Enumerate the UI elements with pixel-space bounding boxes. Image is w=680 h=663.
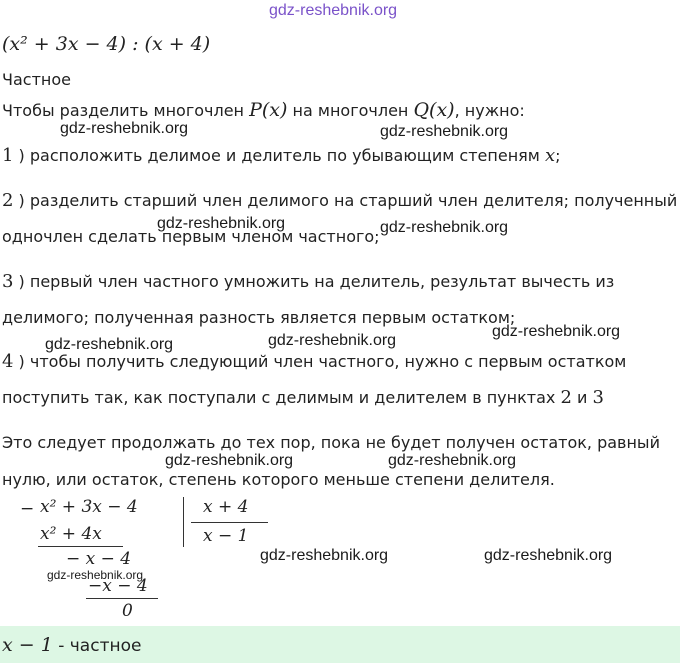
step-2-continued: одночлен сделать первым членом частного; (2, 227, 380, 246)
step-variable: x (544, 145, 556, 166)
watermark: gdz-reshebnik.org (388, 452, 517, 469)
step-text: поступить так, как поступали с делимым и делителем в пунктах (2, 388, 556, 407)
step-number: 4 (2, 351, 14, 372)
step-number: 1 (2, 145, 14, 166)
intro-text-mid: на многочлен (292, 101, 409, 120)
subtrahend-1: x² + 4x (40, 524, 102, 544)
watermark: gdz-reshebnik.org (380, 123, 509, 140)
step-tail: ; (555, 146, 561, 165)
remainder-final: 0 (122, 601, 133, 621)
intro-polynomial-p: P(x) (249, 99, 288, 121)
step-ref-and: и (577, 388, 588, 407)
step-3-continued: делимого; полученная разность является первым остатком; (2, 308, 516, 327)
watermark: gdz-reshebnik.org (268, 332, 397, 349)
watermark: gdz-reshebnik.org (47, 568, 144, 582)
answer-expression: x − 1 (2, 634, 53, 656)
problem-expression: (x² + 3x − 4) : (x + 4) (2, 33, 211, 55)
watermark: gdz-reshebnik.org (165, 452, 294, 469)
watermark: gdz-reshebnik.org (269, 2, 398, 19)
step-number: 2 (2, 190, 14, 211)
watermark: gdz-reshebnik.org (380, 219, 509, 236)
division-rule (86, 598, 158, 599)
step-text: ) расположить делимое и делитель по убывающим степеням (18, 146, 540, 165)
conclusion-line-2: нулю, или остаток, степень которого меньше степени делителя. (2, 470, 555, 489)
remainder-1: − x − 4 (66, 549, 132, 569)
answer-label: - частное (52, 636, 142, 656)
watermark: gdz-reshebnik.org (45, 336, 174, 353)
answer-line (2, 634, 141, 656)
step-text: ) чтобы получить следующий член частного, нужно с первым остатком (18, 352, 627, 371)
quotient: x − 1 (203, 526, 249, 546)
divisor-bracket (183, 497, 184, 547)
subtrahend-2: −x − 4 (88, 576, 148, 596)
step-3 (2, 272, 614, 292)
step-4 (2, 352, 626, 372)
dividend: x² + 3x − 4 (40, 497, 138, 517)
intro-polynomial-q: Q(x) (413, 99, 455, 121)
division-rule (38, 546, 123, 547)
step-text: ) первый член частного умножить на делитель, результат вычесть из (18, 272, 615, 291)
intro-text-before: Чтобы разделить многочлен (2, 101, 244, 120)
watermark: gdz-reshebnik.org (157, 215, 286, 232)
divisor: x + 4 (203, 497, 249, 517)
watermark: gdz-reshebnik.org (484, 547, 613, 564)
step-ref: 2 (560, 387, 572, 408)
watermark: gdz-reshebnik.org (60, 120, 189, 137)
quotient-rule (191, 522, 268, 523)
minus-sign: − (20, 499, 35, 519)
step-1 (2, 146, 560, 166)
step-number: 3 (2, 271, 14, 292)
step-2 (2, 191, 677, 211)
step-ref: 3 (592, 387, 604, 408)
step-text: ) разделить старший член делимого на старший член делителя; полученный (18, 191, 678, 210)
step-4-continued (2, 388, 604, 408)
intro-paragraph (2, 100, 525, 121)
intro-text-after: , нужно: (454, 101, 525, 120)
watermark: gdz-reshebnik.org (260, 547, 389, 564)
watermark: gdz-reshebnik.org (492, 323, 621, 340)
answer-box (0, 626, 680, 663)
conclusion-line-1: Это следует продолжать до тех пор, пока не будет получен остаток, равный (2, 433, 660, 452)
section-heading: Частное (2, 70, 71, 89)
